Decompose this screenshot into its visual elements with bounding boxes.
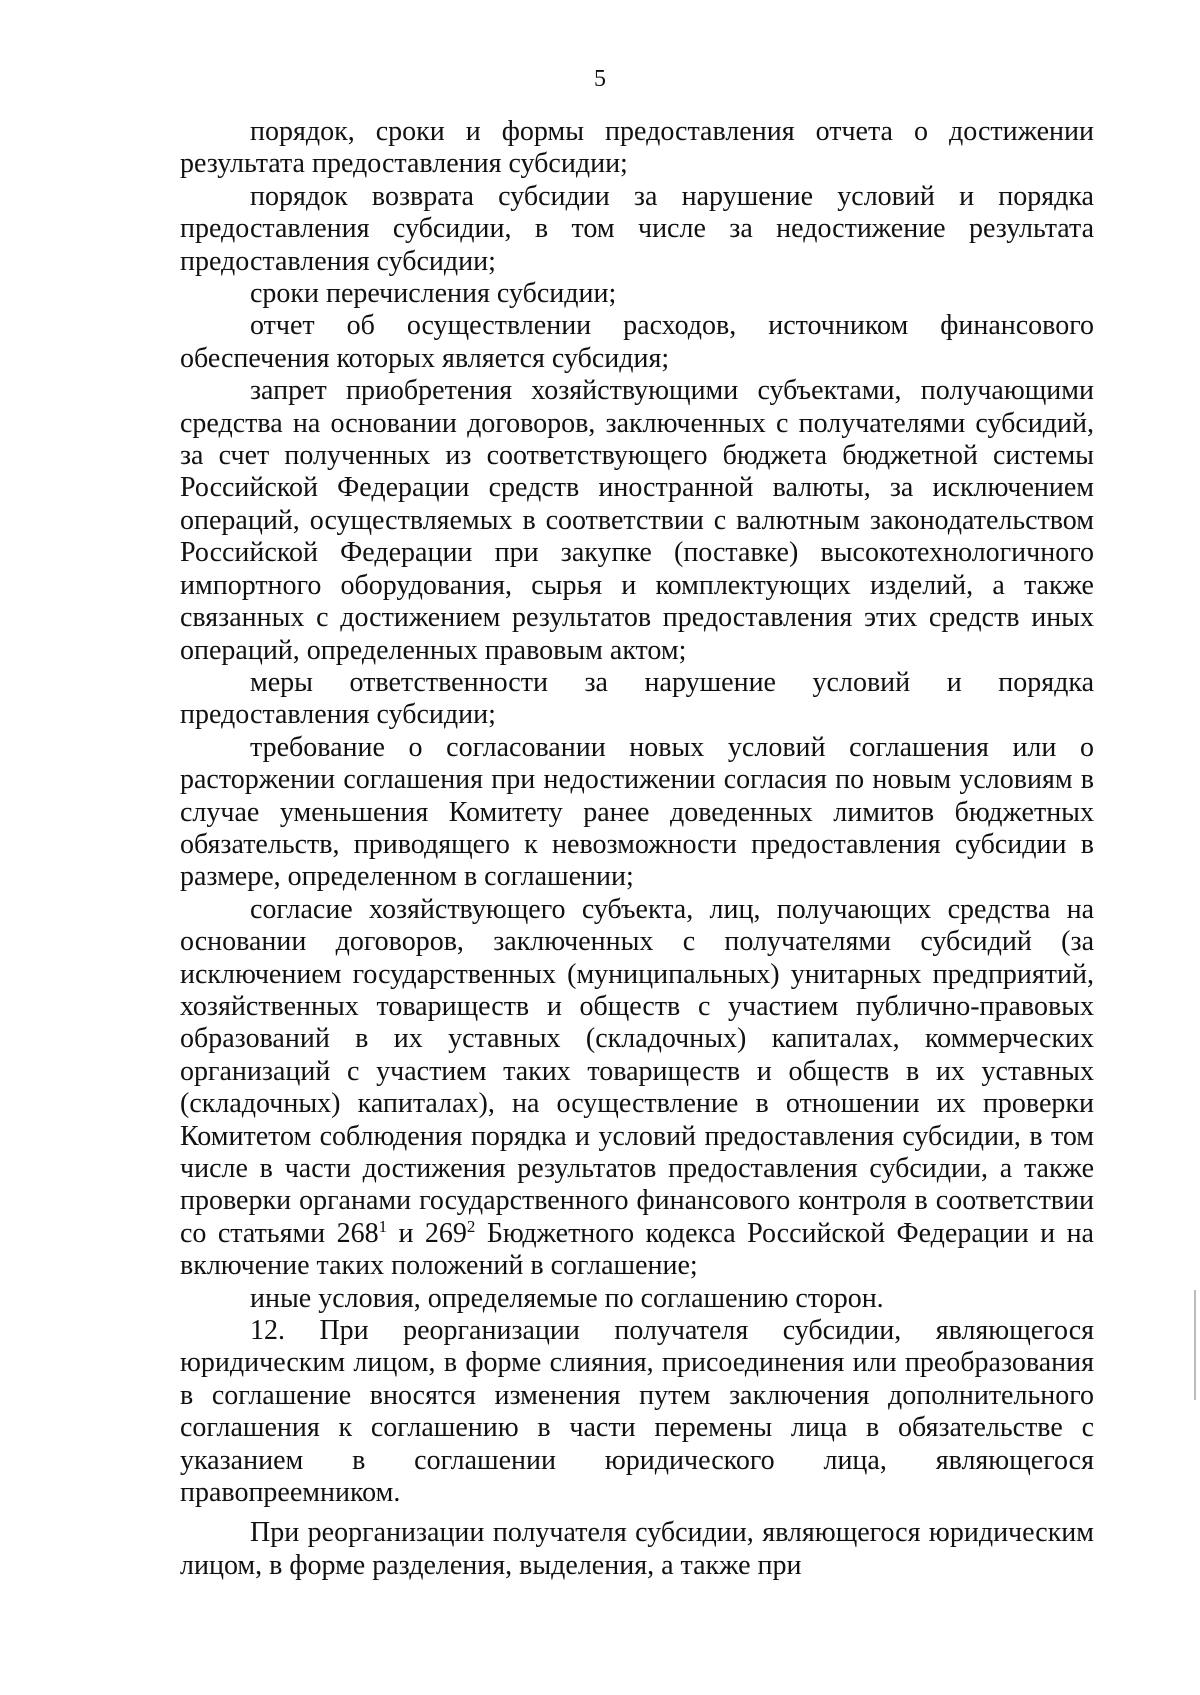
paragraph-consent bbox=[180, 894, 1094, 1283]
paragraph-expense-report: отчет об осуществлении расходов, источником финансового обеспечения которых является субсидия; bbox=[180, 310, 1094, 374]
consent-text-part1: согласие хозяйствующего субъекта, лиц, получающих средства на основании договоров, заключенных с получателями субсидий (за исключением государственных (муниципальных) унитарных предприятий, хозяйственных товариществ и обществ с участием публично-правовых образований в их уставных (складочных) капиталах, коммерческих организаций с участием таких товариществ и обществ в их уставных (складочных) капиталах), на осуществление в отношении их проверки Комитетом соблюдения порядка и условий предоставления субсидии, в том числе в части достижения результатов предоставления субсидии, а также проверки органами государственного финансового контроля в соответствии со статьями 268 bbox=[180, 893, 1094, 1249]
paragraph-new-terms-requirement: требование о согласовании новых условий соглашения или о расторжении соглашения при недостижении согласия по новым условиям в случае уменьшения Комитету ранее доведенных лимитов бюджетных обязательств, приводящего к невозможности предоставления субсидии в размере, определенном в соглашении; bbox=[180, 731, 1094, 893]
paragraph-liability: меры ответственности за нарушение условий и порядка предоставления субсидии; bbox=[180, 666, 1094, 731]
paragraph-currency-ban: запрет приобретения хозяйствующими субъектами, получающими средства на основании договоров, заключенных с получателями субсидий, за счет полученных из соответствующего бюджета бюджетной системы Российской Федерации средств иностранной валюты, за исключением операций, осуществляемых в соответствии с валютным законодательством Российской Федерации при закупке (поставке) высокотехнологичного импортного оборудования, сырья и комплектующих изделий, а также связанных с достижением результатов предоставления этих средств иных операций, определенных правовым актом; bbox=[180, 375, 1094, 666]
paragraph-report-terms: порядок, сроки и формы предоставления отчета о достижении результата предоставления субсидии; bbox=[180, 116, 1094, 180]
consent-text-part3: Бюджетного кодекса Российской Федерации и на включение таких положений в соглашение; bbox=[180, 1217, 1094, 1282]
superscript-2: 2 bbox=[466, 1216, 476, 1236]
document-body bbox=[180, 116, 1094, 1582]
paragraph-reorganization-separation: При реорганизации получателя субсидии, являющегося юридическим лицом, в форме разделения, выделения, а также при bbox=[180, 1517, 1094, 1581]
paragraph-other-terms: иные условия, определяемые по соглашению сторон. bbox=[250, 1282, 884, 1314]
scan-edge-mark bbox=[1194, 1290, 1196, 1400]
paragraph-refund-procedure: порядок возврата субсидии за нарушение условий и порядка предоставления субсидии, в том числе за недостижение результата предоставления субсидии; bbox=[180, 180, 1094, 277]
consent-text-part2: и 269 bbox=[387, 1217, 467, 1249]
paragraph-item-12: 12. При реорганизации получателя субсидии, являющегося юридическим лицом, в форме слияния, присоединения или преобразования в соглашение вносятся изменения путем заключения дополнительного соглашения к соглашению в части перемены лица в обязательстве с указанием в соглашении юридического лица, являющегося правопреемником. bbox=[180, 1315, 1094, 1509]
paragraph-transfer-terms: сроки перечисления субсидии; bbox=[250, 278, 617, 310]
superscript-1: 1 bbox=[378, 1216, 388, 1236]
page-number: 5 bbox=[594, 66, 606, 92]
